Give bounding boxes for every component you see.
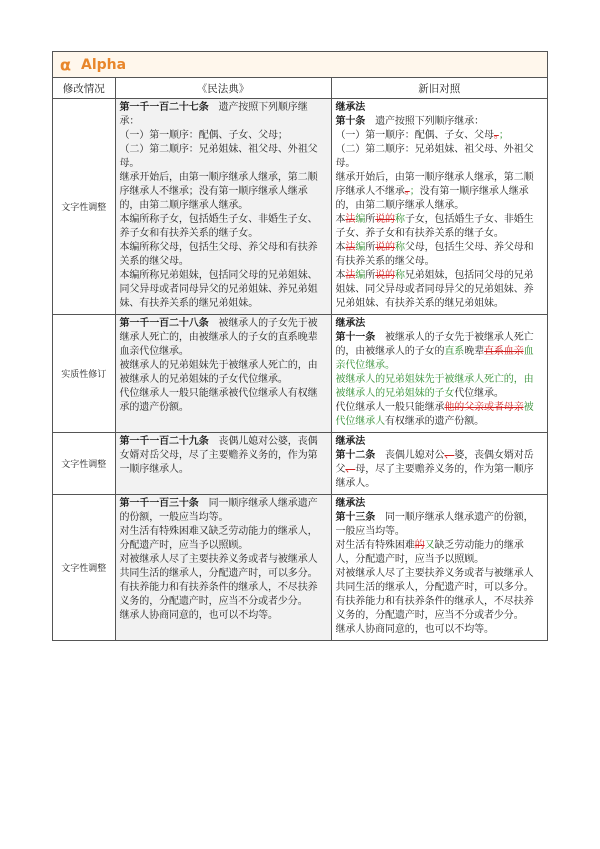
- inserted-text: 被继承人的兄弟姐妹先于被继承人死亡的，由被继承人的兄弟姐妹的子女: [335, 374, 534, 399]
- clause-paragraph: [336, 269, 544, 311]
- clause-text: 遗产按照下列顺序继承：: [119, 102, 308, 127]
- article-number: 第一千一百三十条: [119, 498, 199, 509]
- comparison-text: [332, 495, 548, 640]
- old-law-title: 继承法: [335, 318, 366, 329]
- clause-paragraph: [336, 511, 544, 539]
- clause-paragraph: [120, 387, 327, 415]
- clause-text: 被继承人的子女先于被继承人死亡的，由被继承人的子女的直系晚辈血亲代位继承。: [119, 318, 318, 357]
- change-type-cell: 文字性调整: [53, 433, 115, 495]
- inserted-text: 称: [394, 270, 405, 281]
- clause-text: 继承开始后，由第一顺序继承人继承，第二顺序继承人不继承: [335, 172, 534, 197]
- deleted-text: 说的: [375, 214, 395, 225]
- article-number: 第一千一百二十七条: [119, 102, 209, 113]
- clause-text: 对生活有特殊困难又缺乏劳动能力的继承人，分配遗产时，应当予以照顾。: [119, 526, 318, 551]
- article-number: 第十一条: [335, 332, 376, 343]
- clause-text: 被继承人的子女先于被继承人死亡的，由被继承人的子女的: [335, 332, 534, 357]
- clause-paragraph: [120, 241, 327, 269]
- article-number: 第十二条: [335, 450, 376, 461]
- table-row: [53, 99, 547, 315]
- deleted-text: 他的父亲或者母亲: [444, 402, 524, 413]
- clause-text: 缺乏劳动能力的继承人，分配遗产时，应当予以照顾。: [335, 540, 524, 565]
- civil-code-text: [116, 433, 331, 480]
- deleted-text: 。: [493, 130, 499, 141]
- clause-paragraph: [336, 539, 544, 567]
- comparison-cell: [331, 495, 547, 641]
- civil-code-cell: [115, 99, 331, 315]
- clause-text: 母，尽了主要赡养义务的，作为第一顺序继承人。: [335, 464, 534, 489]
- deleted-text: 法: [345, 214, 356, 225]
- deleted-text: 说的: [375, 270, 395, 281]
- deleted-text: 、: [345, 464, 356, 475]
- inserted-text: 被代位继承人: [335, 402, 534, 427]
- clause-paragraph: [336, 373, 544, 401]
- comparison-cell: [331, 433, 547, 495]
- clause-paragraph: [120, 553, 327, 581]
- clause-text: 同一顺序继承人继承遗产的份额，一般应当均等。: [335, 512, 534, 537]
- clause-text: 继承人协商同意的，也可以不均等。: [335, 624, 494, 635]
- clause-paragraph: [120, 101, 327, 129]
- clause-text: 代位继承。: [454, 388, 504, 399]
- clause-paragraph: [120, 581, 327, 609]
- clause-text: 本编所称子女，包括婚生子女、非婚生子女、养子女和有扶养关系的继子女。: [119, 214, 318, 239]
- clause-text: 代位继承人一般只能继承被代位继承人有权继承的遗产份额。: [119, 388, 318, 413]
- svg-text:α: α: [59, 55, 72, 74]
- clause-paragraph: [336, 171, 544, 213]
- clause-paragraph: [120, 129, 327, 143]
- clause-text: 婆，丧偶女婿对岳父: [335, 450, 534, 475]
- inserted-text: 编: [355, 270, 366, 281]
- inserted-text: 又: [424, 540, 435, 551]
- clause-text: 父母，包括生父母、养父母和有扶养关系的继父母。: [335, 242, 534, 267]
- header-civil-code: 《民法典》: [115, 78, 331, 99]
- comparison-sheet: [52, 51, 548, 641]
- clause-text: 本编所称父母，包括生父母、养父母和有扶养关系的继父母。: [119, 242, 318, 267]
- table-header-row: [53, 78, 547, 99]
- clause-paragraph: [336, 331, 544, 373]
- deleted-text: 。: [404, 186, 410, 197]
- clause-text: 本: [335, 214, 346, 225]
- clause-paragraph: [336, 115, 544, 129]
- inserted-text: 称: [394, 242, 405, 253]
- table-row: [53, 495, 547, 641]
- civil-code-cell: [115, 315, 331, 433]
- deleted-text: 直系血亲: [484, 346, 524, 357]
- clause-paragraph: [120, 213, 327, 241]
- inserted-text: 血亲代位继承。: [335, 346, 534, 371]
- inserted-text: 编: [355, 214, 366, 225]
- clause-text: 有扶养能力和有扶养条件的继承人，不尽扶养义务的，分配遗产时，应当不分或者少分。: [119, 582, 318, 607]
- change-type-cell: 文字性调整: [53, 495, 115, 641]
- clause-text: （二）第二顺序：兄弟姐妹、祖父母、外祖父母。: [335, 144, 534, 169]
- inserted-text: 称: [394, 214, 405, 225]
- comparison-text: [332, 433, 548, 494]
- clause-paragraph: [336, 449, 544, 491]
- change-type-cell: 文字性调整: [53, 99, 115, 315]
- clause-text: 代位继承人一般只能继承: [335, 402, 445, 413]
- clause-text: 同一顺序继承人继承遗产的份额，一般应当均等。: [119, 498, 318, 523]
- clause-text: （一）第一顺序：配偶、子女、父母；: [119, 130, 288, 141]
- clause-paragraph: [120, 269, 327, 311]
- clause-paragraph: [120, 171, 327, 213]
- clause-text: 本: [335, 242, 346, 253]
- change-type-cell: 实质性修订: [53, 315, 115, 433]
- clause-paragraph: [336, 401, 544, 429]
- clause-text: （一）第一顺序：配偶、子女、父母: [335, 130, 494, 141]
- table-row: [53, 433, 547, 495]
- clause-paragraph: [120, 609, 327, 623]
- header-change-type: 修改情况: [53, 78, 115, 99]
- old-law-title: 继承法: [335, 498, 366, 509]
- clause-text: 所: [365, 242, 376, 253]
- clause-paragraph: [120, 435, 327, 477]
- clause-text: 对被继承人尽了主要扶养义务或者与被继承人共同生活的继承人，分配遗产时，可以多分。: [119, 554, 318, 579]
- clause-text: 对生活有特殊困难: [335, 540, 415, 551]
- clause-text: 遗产按照下列顺序继承：: [365, 116, 485, 127]
- clause-text: 丧偶儿媳对公: [375, 450, 445, 461]
- inserted-text: 编: [355, 242, 366, 253]
- clause-paragraph: [120, 317, 327, 359]
- clause-paragraph: [336, 129, 544, 143]
- comparison-cell: [331, 315, 547, 433]
- clause-paragraph: [120, 359, 327, 387]
- deleted-text: 的: [414, 540, 425, 551]
- clause-paragraph: [336, 143, 544, 171]
- header-comparison: 新旧对照: [331, 78, 547, 99]
- alpha-logo-icon: [59, 56, 77, 74]
- clause-text: 对被继承人尽了主要扶养义务或者与被继承人共同生活的继承人，分配遗产时，可以多分。: [335, 568, 534, 593]
- table-row: [53, 315, 547, 433]
- clause-text: 本编所称兄弟姐妹，包括同父母的兄弟姐妹、同父异母或者同母异父的兄弟姐妹、养兄弟姐妹、有扶养关系的继兄弟姐妹。: [119, 270, 318, 309]
- clause-paragraph: [336, 595, 544, 623]
- clause-paragraph: [120, 497, 327, 525]
- clause-text: （二）第二顺序：兄弟姐妹、祖父母、外祖父母。: [119, 144, 318, 169]
- clause-paragraph: [336, 567, 544, 595]
- old-law-title: 继承法: [335, 102, 366, 113]
- article-number: 第十条: [335, 116, 366, 127]
- inserted-text: 直系: [444, 346, 465, 357]
- old-law-title: 继承法: [335, 436, 366, 447]
- civil-code-text: [116, 99, 331, 314]
- clause-text: 没有第一顺序继承人继承的，由第二顺序继承人继承。: [335, 186, 529, 211]
- clause-text: 本: [335, 270, 346, 281]
- clause-text: 继承人协商同意的，也可以不均等。: [119, 610, 278, 621]
- civil-code-text: [116, 495, 331, 626]
- article-number: 第一千一百二十九条: [119, 436, 209, 447]
- clause-paragraph: [336, 241, 544, 269]
- deleted-text: 、: [444, 450, 455, 461]
- clause-text: 子女，包括婚生子女、非婚生子女、养子女和有扶养关系的继子女。: [335, 214, 534, 239]
- clause-text: 被继承人的兄弟姐妹先于被继承人死亡的，由被继承人的兄弟姐妹的子女代位继承。: [119, 360, 318, 385]
- clause-paragraph: [336, 623, 544, 637]
- deleted-text: 说的: [375, 242, 395, 253]
- comparison-text: [332, 315, 548, 432]
- clause-text: 所: [365, 270, 376, 281]
- clause-text: 继承开始后，由第一顺序继承人继承，第二顺序继承人不继承；没有第一顺序继承人继承的，由第二顺序继承人继承。: [119, 172, 318, 211]
- inserted-text: ；: [498, 130, 509, 141]
- brand-name: Alpha: [81, 56, 127, 73]
- brand-bar: [53, 52, 547, 78]
- clause-text: 丧偶儿媳对公婆，丧偶女婿对岳父母，尽了主要赡养义务的，作为第一顺序继承人。: [119, 436, 318, 475]
- clause-paragraph: [336, 213, 544, 241]
- deleted-text: 法: [345, 242, 356, 253]
- civil-code-cell: [115, 495, 331, 641]
- comparison-table: [53, 78, 547, 640]
- civil-code-text: [116, 315, 331, 418]
- clause-text: 晚辈: [464, 346, 485, 357]
- clause-text: 有扶养能力和有扶养条件的继承人，不尽扶养义务的，分配遗产时，应当不分或者少分。: [335, 596, 534, 621]
- clause-paragraph: [120, 143, 327, 171]
- article-number: 第十三条: [335, 512, 376, 523]
- comparison-text: [332, 99, 548, 314]
- deleted-text: 法: [345, 270, 356, 281]
- clause-text: 所: [365, 214, 376, 225]
- comparison-cell: [331, 99, 547, 315]
- article-number: 第一千一百二十八条: [119, 318, 209, 329]
- clause-text: 兄弟姐妹，包括同父母的兄弟姐妹、同父异母或者同母异父的兄弟姐妹、养兄弟姐妹、有扶养关系的继兄弟姐妹。: [335, 270, 534, 309]
- clause-text: 有权继承的遗产份额。: [385, 416, 484, 427]
- civil-code-cell: [115, 433, 331, 495]
- clause-paragraph: [120, 525, 327, 553]
- inserted-text: ；: [409, 186, 420, 197]
